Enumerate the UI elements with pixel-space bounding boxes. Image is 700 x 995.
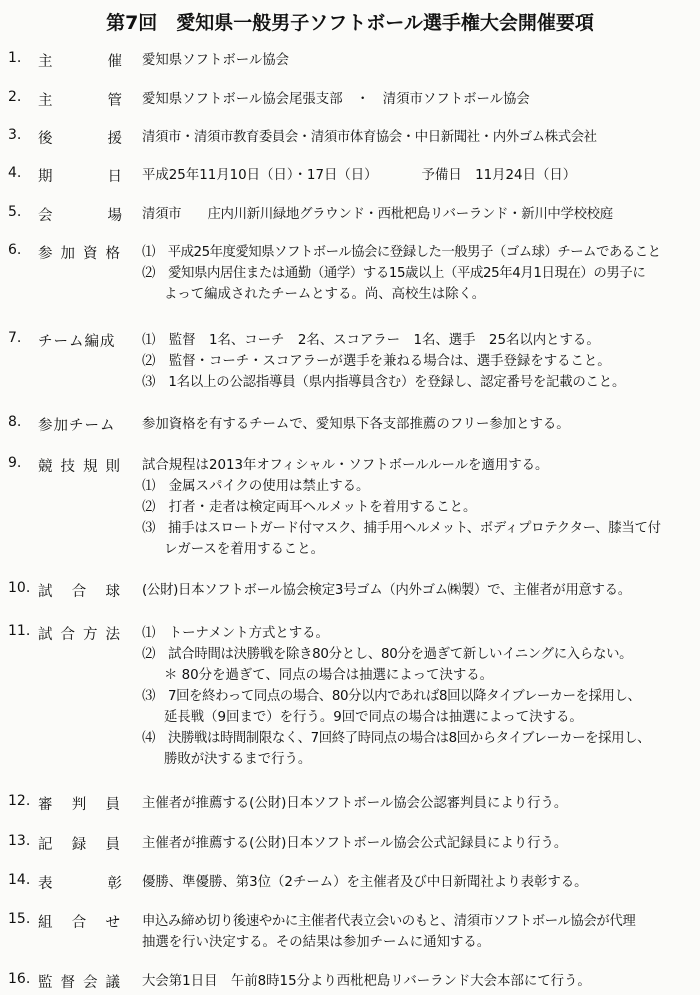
section-label: 期 日: [38, 169, 122, 185]
section-body: [142, 242, 698, 305]
section-label: 監 督 会 議: [38, 975, 120, 991]
section-body: [142, 623, 698, 770]
section-line: ⑴ 監督 1名、コーチ 2名、スコアラー 1名、選手 25名以内とする。: [142, 333, 600, 348]
section-label: 組 合 せ: [38, 915, 120, 931]
section-line: 大会第1日目 午前8時15分より西枇杷島リバーランド大会本部にて行う。: [142, 974, 591, 989]
section-line: ⑶ 7回を終わって同点の場合、80分以内であれば8回以降タイブレーカーを採用し、: [142, 689, 641, 704]
section-body: [142, 833, 698, 854]
section-label: 会 場: [38, 208, 122, 224]
section-body: [142, 911, 698, 953]
section-line: 参加資格を有するチームで、愛知県下各支部推薦のフリー参加とする。: [142, 417, 570, 432]
section-line: 愛知県ソフトボール協会尾張支部 ・ 清須市ソフトボール協会: [142, 92, 530, 107]
section-body: [142, 455, 698, 560]
section-line: 平成25年11月10日（日）・17日（日）: [142, 168, 378, 183]
section-body: [142, 204, 698, 225]
section-line: ⑶ 捕手はスロートガード付マスク、捕手用ヘルメット、ボディプロテクター、膝当て付: [142, 521, 661, 536]
section-label: 記 録 員: [38, 837, 120, 853]
section-line: ⑵ 監督・コーチ・スコアラーが選手を兼ねる場合は、選手登録をすること。: [142, 354, 611, 369]
section-number: 13.: [8, 833, 31, 849]
section-label: 参 加 資 格: [38, 246, 120, 262]
section-number: 4.: [8, 165, 22, 181]
section-line: レガースを着用すること。: [164, 542, 325, 557]
section-line: 勝敗が決するまで行う。: [164, 752, 312, 767]
section-label: 競 技 規 則: [38, 459, 120, 475]
section-number: 2.: [8, 89, 22, 105]
section-line: ⑵ 試合時間は決勝戦を除き80分とし、80分を過ぎて新しいイニングに入らない。: [142, 647, 633, 662]
section-line: 清須市 庄内川新川緑地グラウンド・西枇杷島リバーランド・新川中学校校庭: [142, 207, 613, 222]
section-number: 7.: [8, 330, 22, 346]
section-number: 9.: [8, 455, 22, 471]
section-label: 試 合 方 法: [38, 627, 120, 643]
section-number: 5.: [8, 204, 22, 220]
section-body: [142, 165, 698, 186]
section-line: 抽選を行い決定する。その結果は参加チームに通知する。: [142, 935, 491, 950]
section-line: ＊ 80分を過ぎて、同点の場合は抽選によって決する。: [164, 668, 494, 683]
section-line: 試合規程は2013年オフィシャル・ソフトボールルールを適用する。: [142, 458, 549, 473]
section-number: 6.: [8, 242, 22, 258]
section-line: ⑷ 決勝戦は時間制限なく、7回終了時同点の場合は8回からタイブレーカーを採用し、: [142, 731, 651, 746]
section-body: [142, 872, 698, 893]
section-line: 優勝、準優勝、第3位（2チーム）を主催者及び中日新聞社より表彰する。: [142, 875, 588, 890]
section-line: ⑴ トーナメント方式とする。: [142, 626, 329, 641]
page-title: 第7回 愛知県一般男子ソフトボール選手権大会開催要項: [106, 12, 594, 34]
section-body: [142, 50, 698, 71]
section-number: 12.: [8, 793, 31, 809]
section-label: 審 判 員: [38, 797, 120, 813]
section-line: ⑴ 金属スパイクの使用は禁止する。: [142, 479, 370, 494]
section-label: 表 彰: [38, 876, 122, 892]
reserve-date: 予備日 11月24日（日）: [421, 168, 577, 183]
section-body: [142, 580, 698, 601]
section-line: 主催者が推薦する(公財)日本ソフトボール協会公式記録員により行う。: [142, 836, 568, 851]
section-label: チーム編成: [38, 334, 116, 350]
section-line: 清須市・清須市教育委員会・清須市体育協会・中日新聞社・内外ゴム株式会社: [142, 130, 597, 145]
section-label: 主 催: [38, 54, 122, 70]
section-line: ⑶ 1名以上の公認指導員（県内指導員含む）を登録し、認定番号を記載のこと。: [142, 375, 626, 390]
section-line: 延長戦（9回まで）を行う。9回で同点の場合は抽選によって決する。: [164, 710, 583, 725]
section-label: 主 管: [38, 93, 122, 109]
section-label: 試 合 球: [38, 584, 120, 600]
section-line: 申込み締め切り後速やかに主催者代表立会いのもと、清須市ソフトボール協会が代理: [142, 914, 636, 929]
section-body: [142, 793, 698, 814]
section-number: 3.: [8, 127, 22, 143]
section-body: [142, 127, 698, 148]
section-line: ⑵ 打者・走者は検定両耳ヘルメットを着用すること。: [142, 500, 477, 515]
section-number: 15.: [8, 911, 31, 927]
section-number: 10.: [8, 580, 31, 596]
section-body: [142, 330, 698, 393]
section-line: ⑵ 愛知県内居住または通勤（通学）する15歳以上（平成25年4月1日現在）の男子に: [142, 266, 646, 281]
section-line: (公財)日本ソフトボール協会検定3号ゴム（内外ゴム㈱製）で、主催者が用意する。: [142, 583, 631, 598]
section-label: 後 援: [38, 131, 122, 147]
section-line: ⑴ 平成25年度愛知県ソフトボール協会に登録した一般男子（ゴム球）チームであること: [142, 245, 661, 260]
section-line: よって編成されたチームとする。尚、高校生は除く。: [164, 287, 486, 302]
section-number: 11.: [8, 623, 31, 639]
section-number: 8.: [8, 414, 22, 430]
section-body: [142, 414, 698, 435]
section-body: [142, 971, 698, 992]
section-line: 愛知県ソフトボール協会: [142, 53, 290, 68]
section-label: 参加チーム: [38, 418, 116, 434]
section-number: 16.: [8, 971, 31, 987]
section-line: 主催者が推薦する(公財)日本ソフトボール協会公認審判員により行う。: [142, 796, 568, 811]
section-number: 1.: [8, 50, 22, 66]
section-body: [142, 89, 698, 110]
section-number: 14.: [8, 872, 31, 888]
